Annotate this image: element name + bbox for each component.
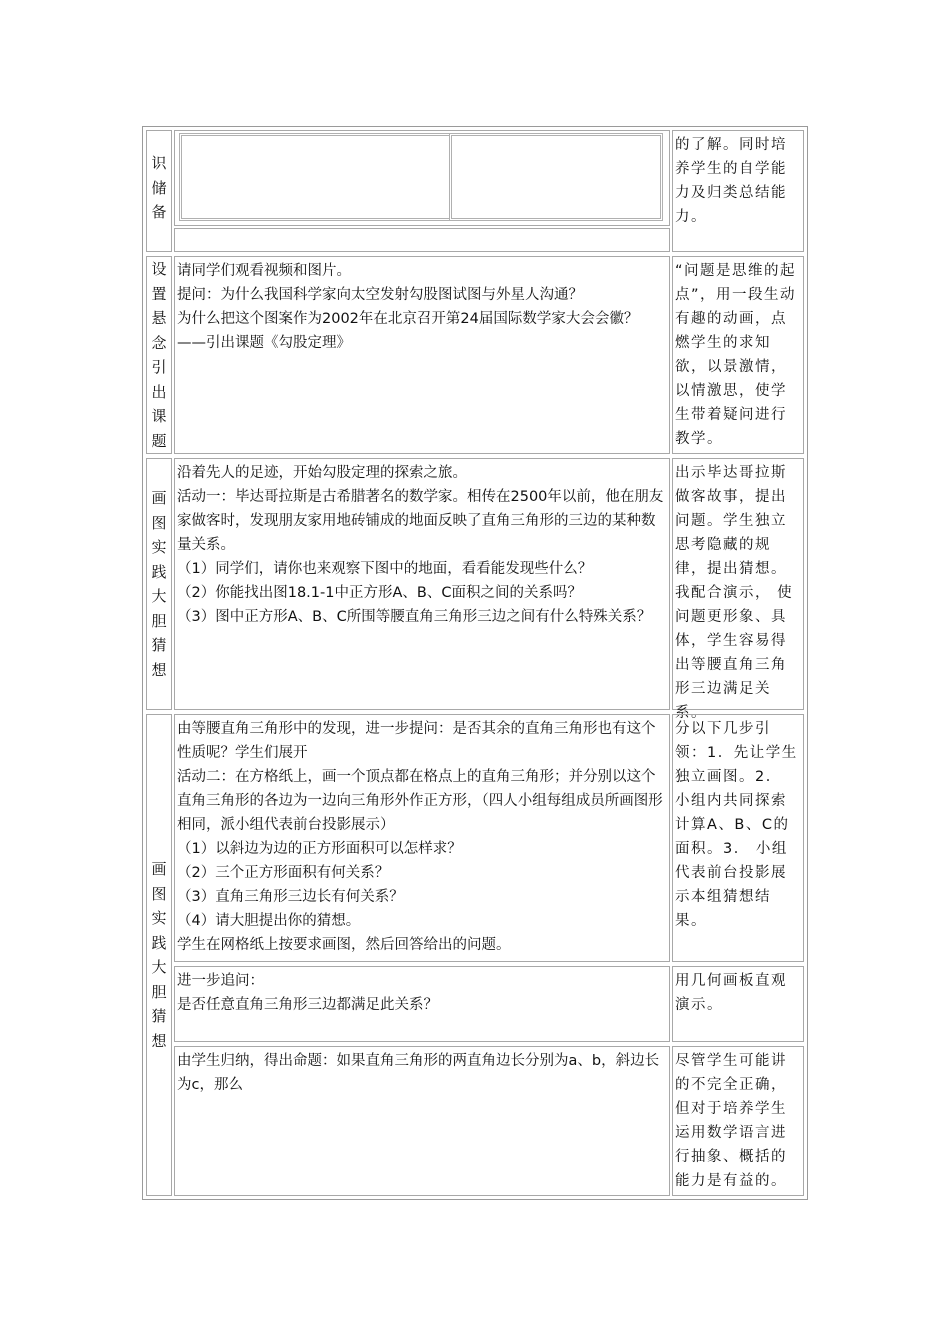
content-cell-activity-2 <box>174 714 670 962</box>
content-cell-followup <box>174 966 670 1042</box>
note-text: 尽管学生可能讲的不完全正确，但对于培养学生运用数学语言进行抽象、概括的能力是有益的。 <box>675 1053 787 1189</box>
content-line: （2）三个正方形面积有何关系？ <box>177 865 390 881</box>
row-label-text: 识储备 <box>151 154 167 221</box>
note-cell-followup <box>672 966 804 1042</box>
row-label-knowledge <box>146 130 172 252</box>
content-line: 沿着先人的足迹，开始勾股定理的探索之旅。 <box>177 465 467 481</box>
note-text: 出示毕达哥拉斯做客故事，提出问题。学生独立思考隐藏的规律，提出猜想。我配合演示， 使问题更形象、具体，学生容易得出等腰直角三角形三边满足关系。 <box>675 465 794 721</box>
content-line: 学生在网格纸上按要求画图，然后回答给出的问题。 <box>177 937 511 953</box>
content-line: 提问：为什么我国科学家向太空发射勾股图试图与外星人沟通？ <box>177 287 583 303</box>
knowledge-inner-table-left <box>179 133 453 221</box>
note-text: 用几何画板直观演示。 <box>675 973 787 1013</box>
knowledge-inner-table-right <box>449 133 663 221</box>
content-line: （4）请大胆提出你的猜想。 <box>177 913 361 929</box>
note-cell-activity-2 <box>672 714 804 962</box>
content-cell-activity-1 <box>174 458 670 710</box>
content-line: （2）你能找出图18.1-1中正方形A、B、C面积之间的关系吗？ <box>177 585 582 601</box>
content-line: 活动二：在方格纸上，画一个顶点都在格点上的直角三角形；并分别以这个直角三角形的各边为一边向三角形外作正方形，（四人小组每组成员所画图形相同，派小组代表前台投影展示） <box>177 769 663 833</box>
content-line: 由学生归纳，得出命题：如果直角三角形的两直角边长分别为a、b，斜边长为c，那么 <box>177 1053 660 1093</box>
row-label-text: 画图实践大胆猜想 <box>151 489 167 679</box>
content-line: 活动一：毕达哥拉斯是古希腊著名的数学家。相传在2500年以前，他在朋友家做客时，发现朋友家用地砖铺成的地面反映了直角三角形的三边的某种数量关系。 <box>177 489 664 553</box>
content-cell-suspense <box>174 256 670 454</box>
content-line: 为什么把这个图案作为2002年在北京召开第24届国际数学家大会会徽？——引出课题《勾股定理》 <box>177 311 639 351</box>
content-line: （1）以斜边为边的正方形面积可以怎样求？ <box>177 841 462 857</box>
note-cell-knowledge <box>672 130 804 252</box>
note-text: “问题是思维的起点”，用一段生动有趣的动画，点燃学生的求知欲，以景激情， 以情激思，使学生带着疑问进行教学。 <box>675 263 797 447</box>
content-cell-knowledge-bottom <box>174 228 670 252</box>
row-label-text: 设置悬念引出课题 <box>151 260 167 450</box>
content-line: （3）直角三角形三边长有何关系？ <box>177 889 404 905</box>
content-cell-knowledge <box>174 130 670 226</box>
content-line: （1）同学们，请你也来观察下图中的地面，看看能发现些什么？ <box>177 561 593 577</box>
note-text: 分以下几步引领：1．先让学生独立画图。2． 小组内共同探索计算A、B、C的面积。3． 小组代表前台投影展示本组猜想结果。 <box>675 721 798 929</box>
note-text: 的了解。同时培养学生的自学能力及归类总结能力。 <box>675 137 787 225</box>
row-label-guess-1 <box>146 458 172 710</box>
content-line: 请同学们观看视频和图片。 <box>177 263 351 279</box>
content-line: 进一步追问： <box>177 973 264 989</box>
note-cell-activity-1 <box>672 458 804 721</box>
content-line: 是否任意直角三角形三边都满足此关系？ <box>177 997 438 1013</box>
content-line: （3）图中正方形A、B、C所围等腰直角三角形三边之间有什么特殊关系？ <box>177 609 652 625</box>
row-label-text: 画图实践大胆猜想 <box>151 860 167 1050</box>
content-cell-proposition <box>174 1046 670 1196</box>
note-cell-proposition <box>672 1046 804 1196</box>
row-label-guess-2 <box>146 714 172 1196</box>
row-label-suspense <box>146 256 172 454</box>
note-cell-suspense <box>672 256 804 454</box>
content-line: 由等腰直角三角形中的发现，进一步提问：是否其余的直角三角形也有这个性质呢？学生们展开 <box>177 721 656 761</box>
